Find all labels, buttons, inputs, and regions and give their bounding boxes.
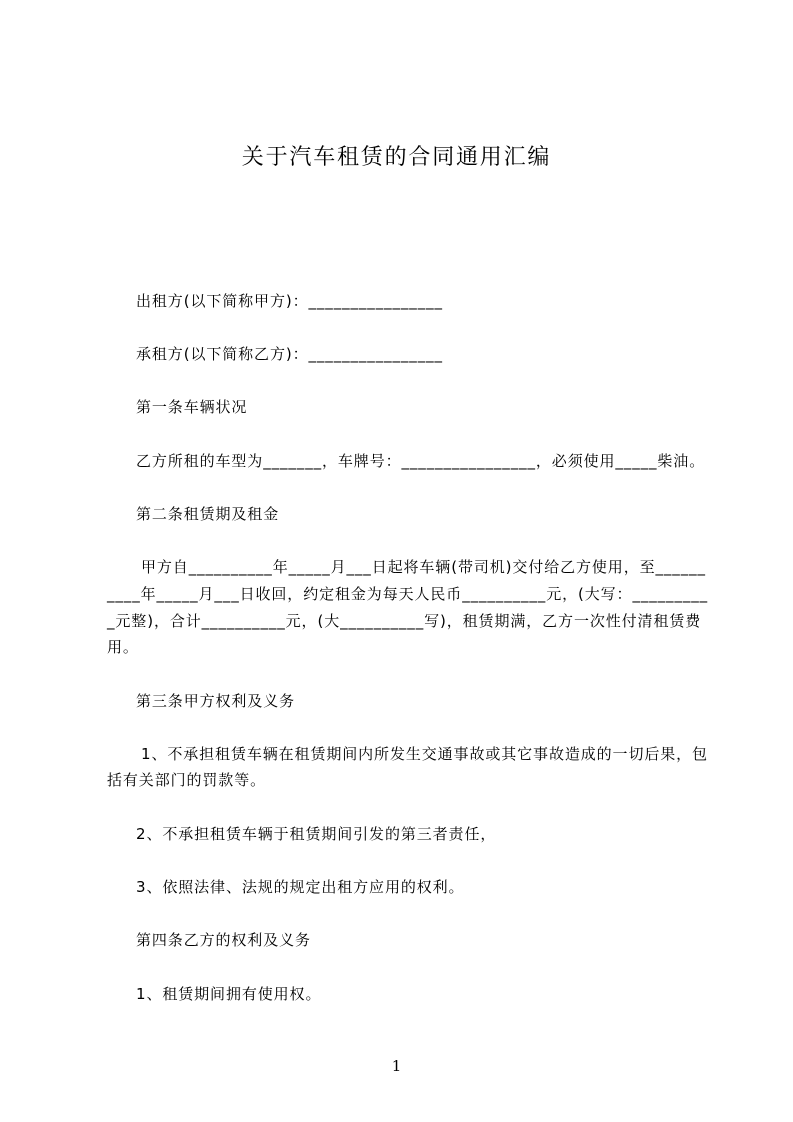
article-4-item-1: [107, 981, 708, 1008]
article-3-item-2: [107, 821, 708, 848]
article-2-body-line-3: _元整)，合计__________元，(大__________写)，租赁期满，乙方一次性付清租赁费: [107, 611, 702, 630]
article-2-body: [107, 554, 708, 661]
article-2-body-line-4: 用。: [107, 638, 139, 657]
article-4-item-1-line: 1、租赁期间拥有使用权。: [136, 984, 322, 1003]
document-title: 关于汽车租赁的合同通用汇编: [241, 145, 552, 170]
article-3-heading: 第三条甲方权利及义务: [136, 691, 296, 710]
lessor-paragraph: [107, 288, 708, 315]
article-3-item-2-line: 2、不承担租赁车辆于租赁期间引发的第三者责任，: [136, 824, 497, 843]
article-2-body-line-2: ____年_____月___日收回，约定租金为每天人民币__________元，(大写：_________: [107, 584, 709, 603]
article-1-body: [107, 448, 708, 475]
article-3-item-1-line-2: 括有关部门的罚款等。: [107, 771, 267, 790]
article-4-heading: 第四条乙方的权利及义务: [136, 931, 311, 950]
page-number: 1: [391, 1057, 402, 1075]
article-2-body-line-1: 甲方自__________年_____月___日起将车辆(带司机)交付给乙方使用，至______: [141, 558, 706, 577]
article-4-heading-paragraph: [107, 927, 708, 954]
article-1-heading-paragraph: [107, 394, 708, 421]
article-3-item-1-line-1: 1、不承担租赁车辆在租赁期间内所发生交通事故或其它事故造成的一切后果，包: [141, 744, 708, 763]
lessee-paragraph: [107, 341, 708, 368]
article-3-heading-paragraph: [107, 688, 708, 715]
article-1-heading: 第一条车辆状况: [136, 398, 248, 417]
lessor-line: 出租方(以下简称甲方)：________________: [136, 291, 443, 310]
article-3-item-3: [107, 874, 708, 901]
article-3-item-3-line: 3、依照法律、法规的规定出租方应用的权利。: [136, 878, 465, 897]
article-2-heading-paragraph: [107, 501, 708, 528]
article-1-body-line: 乙方所租的车型为_______，车牌号：________________，必须使用_____柴油。: [136, 451, 706, 470]
lessee-line: 承租方(以下简称乙方)：________________: [136, 344, 443, 363]
document-body: [107, 288, 708, 1034]
article-2-heading: 第二条租赁期及租金: [136, 504, 280, 523]
article-3-item-1: [107, 741, 708, 794]
